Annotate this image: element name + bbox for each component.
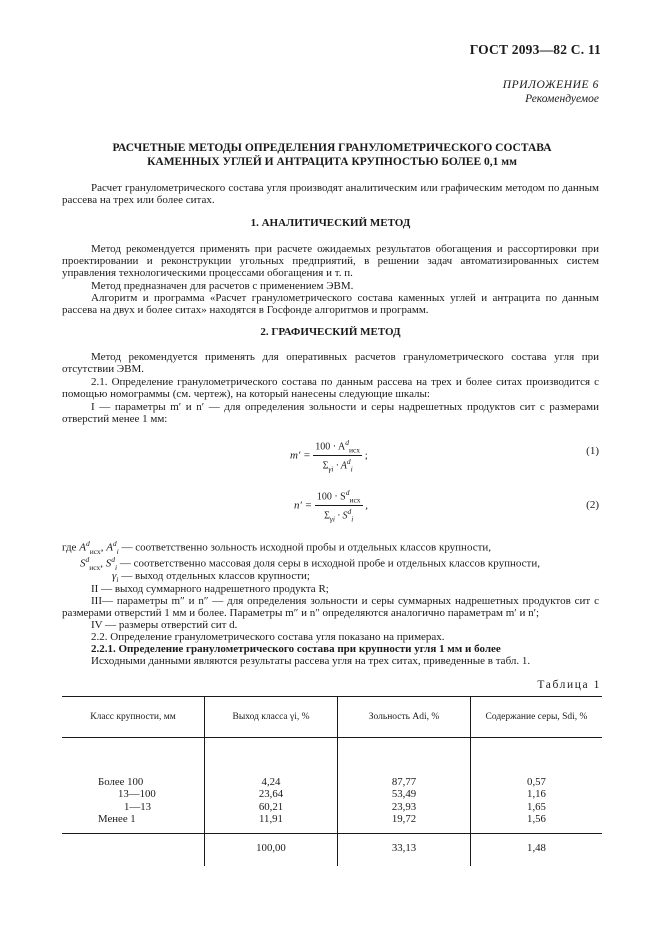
section-2-paragraph-1: Метод рекомендуется применять для оперативных расчетов гранулометрического состава угля при отсутствии ЭВМ.: [62, 351, 599, 376]
item-2: II — выход суммарного надрешетного продукта R;: [91, 583, 329, 595]
yield-column: [205, 738, 338, 834]
section-2-paragraph-2: 2.1. Определение гранулометрического состава по данным рассева на трех и более ситах производится с помощью номограммы (см. чертеж), на который нанесены следующие шкалы:: [62, 376, 599, 401]
where-line-2: $S^d_{исх}$, $S^d_i$ — соответственно массовая доля серы в исходной пробе и отдельных классов крупности,: [80, 555, 540, 572]
table-cell: 1,56: [527, 812, 546, 825]
table-cell: 60,21: [258, 800, 284, 813]
paragraph-2-2-1-body: Исходными данными являются результаты рассева угля на трех ситах, приведенные в табл. 1.: [91, 655, 531, 667]
table-caption: Таблица 1: [537, 679, 601, 691]
equation-2: n′ = $\frac{100 \cdot S^d_{исх}}{\Sigma_{\gamma i} \cdot S^d_i}$ ,: [294, 488, 368, 524]
section-1-paragraph-3: Алгоритм и программа «Расчет гранулометрического состава каменных углей и антрацита по данным рассева на двух и более ситах» находятся в Госфонде алгоритмов и программ.: [62, 292, 599, 317]
table-cell: 100,00: [205, 834, 338, 867]
equation-1: m′ = $\frac{100 \cdot A^d_{исх}}{\Sigma_{\gamma i} \cdot A^d_i}$ ;: [290, 438, 368, 474]
table-cell: 4,24: [261, 776, 281, 788]
document-title: [62, 142, 602, 169]
table-cell: 0,57: [527, 776, 546, 788]
sulfur-column: [471, 738, 603, 834]
paragraph-2-2-1: 2.2.1. Определение гранулометрического состава при крупности угля 1 мм и более: [91, 643, 501, 655]
intro-paragraph: Расчет гранулометрического состава угля производят аналитическим или графическим методом по данным рассева на трех или более ситах.: [62, 182, 599, 207]
section-1-paragraph-1: Метод рекомендуется применять при расчете ожидаемых результатов обогащения и рассортировки при проектировании и реконструкции угольных предприятий, в решении задач автоматизированных систем управления технологическими процессами обогащения и т. п.: [62, 243, 599, 280]
section-2-paragraph-3: I — параметры m′ и n′ — для определения зольности и серы надрешетных продуктов сит с размерами отверстий менее 1 мм:: [62, 401, 599, 426]
title-line-1: РАСЧЕТНЫЕ МЕТОДЫ ОПРЕДЕЛЕНИЯ ГРАНУЛОМЕТРИЧЕСКОГО СОСТАВА: [112, 142, 552, 154]
table-cell: 23,93: [391, 800, 417, 813]
where-line-1: где $A^d_{исх}$, $A^d_i$ — соответственно зольность исходной пробы и отдельных классов крупности,: [62, 539, 492, 556]
appendix-status: Рекомендуемое: [525, 93, 599, 105]
table-cell: 1—13: [124, 800, 151, 813]
paragraph-2-2: 2.2. Определение гранулометрического состава угля показано на примерах.: [91, 631, 445, 643]
column-header: Содержание серы, Sdi, %: [471, 697, 603, 738]
equation-2-number: (2): [586, 499, 599, 511]
equation-2-lhs: n′ =: [294, 499, 313, 512]
table-cell: 11,91: [259, 812, 283, 825]
where-line-3: $\gamma_i$ — выход отдельных классов крупности;: [112, 570, 310, 585]
data-table: [62, 696, 602, 866]
section-2-heading: 2. ГРАФИЧЕСКИЙ МЕТОД: [260, 326, 401, 338]
table-cell: 19,72: [391, 812, 417, 825]
table-header-row: [62, 697, 602, 738]
equation-2-fraction: $\frac{100 \cdot S^d_{исх}}{\Sigma_{\gamma i} \cdot S^d_i}$: [316, 488, 361, 524]
table-cell: Более 100: [98, 776, 144, 788]
table-cell: 13—100: [118, 788, 156, 801]
ash-column: [338, 738, 471, 834]
table-cell: Менее 1: [98, 812, 136, 825]
table-cell: 1,65: [527, 800, 546, 813]
class-column: [62, 738, 205, 834]
page-header: ГОСТ 2093—82 С. 11: [469, 42, 601, 57]
section-1-heading: 1. АНАЛИТИЧЕСКИЙ МЕТОД: [250, 217, 411, 229]
column-header: Выход класса γi, %: [205, 697, 338, 738]
appendix-label: [503, 78, 599, 106]
item-4: IV — размеры отверстий сит d.: [91, 619, 238, 631]
table-cell: [62, 834, 205, 867]
appendix-number: ПРИЛОЖЕНИЕ 6: [502, 79, 599, 91]
title-line-2: КАМЕННЫХ УГЛЕЙ И АНТРАЦИТА КРУПНОСТЬЮ БОЛЕЕ 0,1 мм: [147, 155, 517, 168]
column-header: Класс крупности, мм: [62, 697, 205, 738]
table-total-row: [62, 834, 602, 867]
table-cell: 87,77: [391, 776, 417, 788]
item-3: III— параметры m″ и n″ — для определения зольности и серы суммарных надрешетных продуктов сит с размерами отверстий 1 мм и более. Параметры m″ и n″ определяются аналогично параметрам m′ и n′;: [62, 595, 599, 620]
equation-1-number: (1): [586, 445, 599, 457]
table-cell: 23,64: [258, 788, 284, 801]
equation-1-lhs: m′ =: [290, 449, 311, 462]
column-header: Зольность Adi, %: [338, 697, 471, 738]
equation-1-fraction: $\frac{100 \cdot A^d_{исх}}{\Sigma_{\gamma i} \cdot A^d_i}$: [315, 438, 361, 474]
table-cell: 33,13: [338, 834, 471, 867]
table-cell: 1,48: [471, 834, 603, 867]
section-1-paragraph-2: Метод предназначен для расчетов с применением ЭВМ.: [91, 280, 354, 292]
table-body: [62, 738, 602, 834]
table-cell: 1,16: [527, 788, 546, 801]
table-cell: 53,49: [391, 788, 417, 801]
